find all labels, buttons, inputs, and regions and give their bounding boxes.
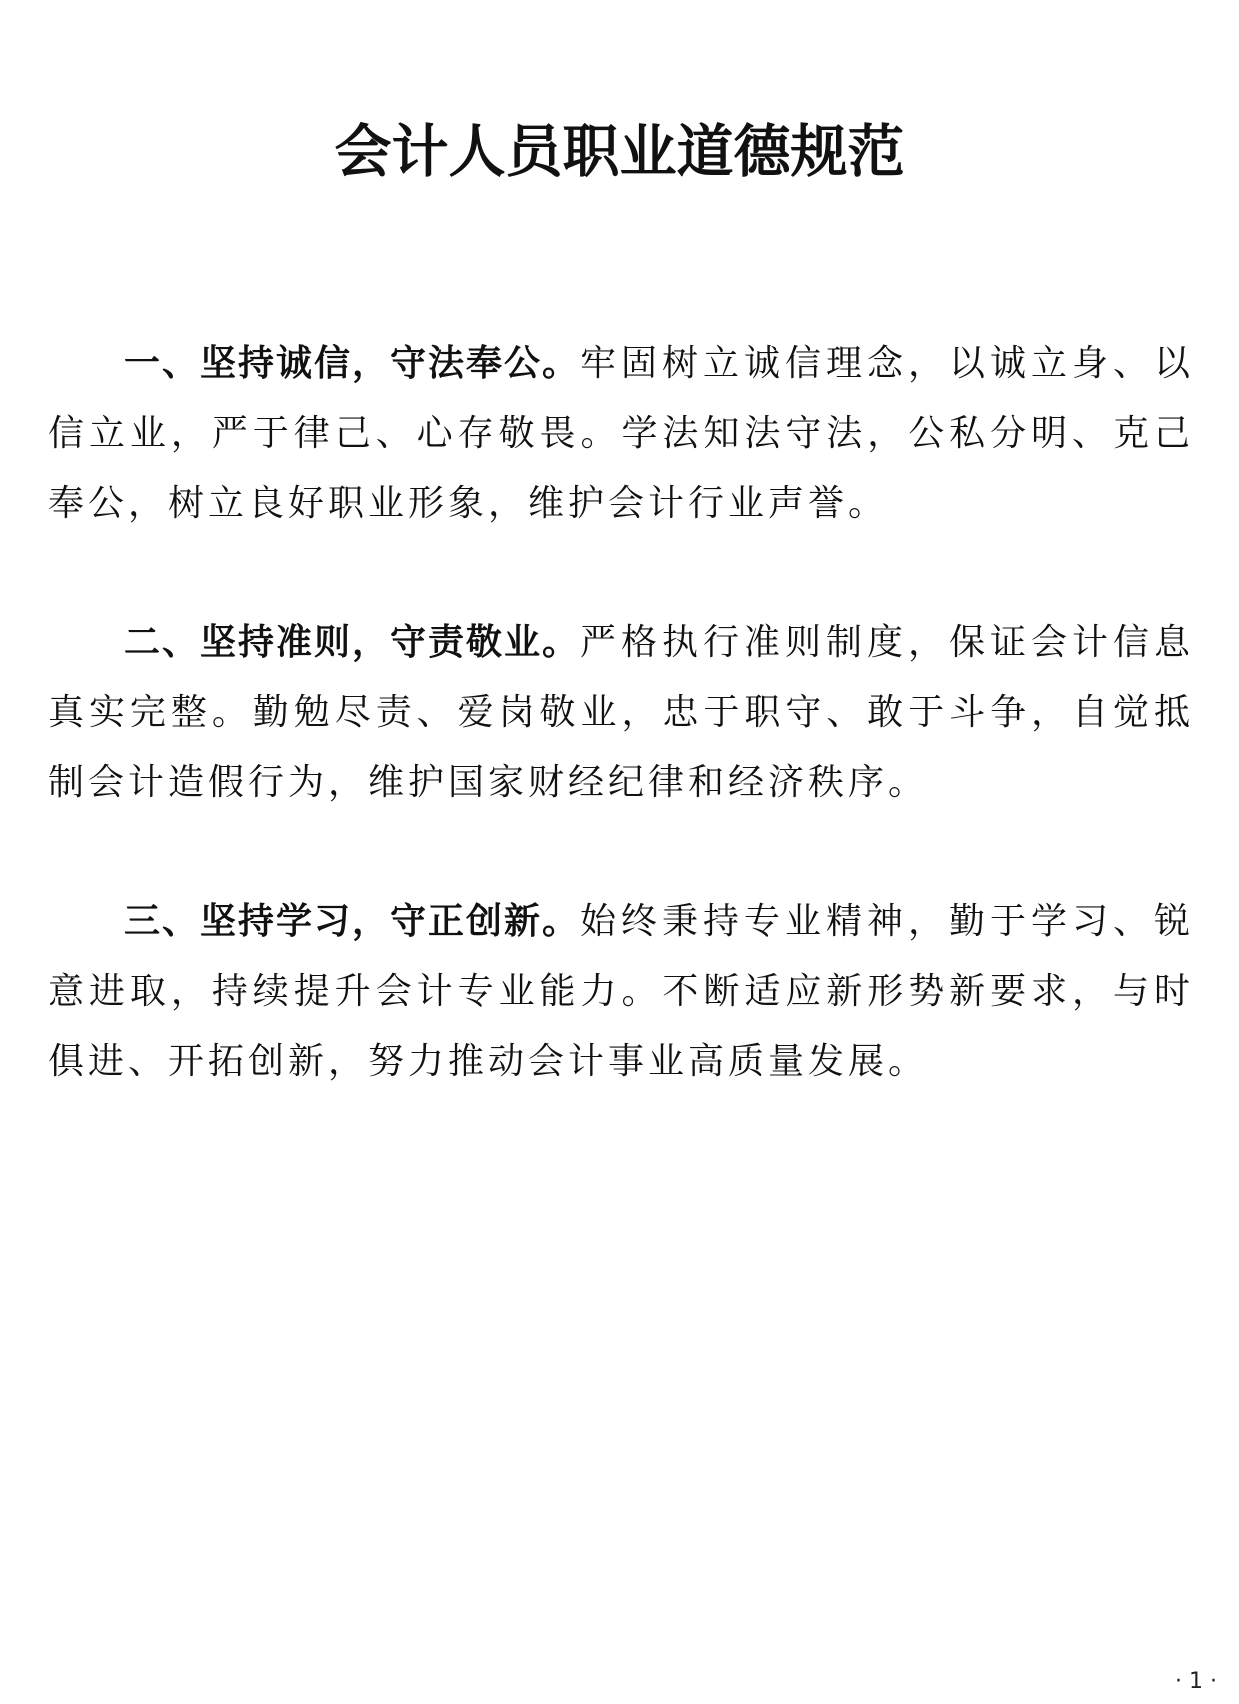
principle-heading: 三、坚持学习，守正创新。	[124, 901, 580, 942]
principle-body: 牢固树立诚信理念，以诚立身、以信立业，严于律己、心存敬畏。学法知法守法，公私分明、克己奉公，树立良好职业形象，维护会计行业声誉。	[48, 343, 1194, 524]
principle-section-integrity	[48, 329, 1194, 539]
principle-body: 始终秉持专业精神，勤于学习、锐意进取，持续提升会计专业能力。不断适应新形势新要求，与时俱进、开拓创新，努力推动会计事业高质量发展。	[48, 901, 1194, 1082]
principle-section-standards	[48, 608, 1194, 818]
page-number: · 1 ·	[1175, 1669, 1217, 1694]
principle-heading: 二、坚持准则，守责敬业。	[124, 622, 580, 663]
principle-heading: 一、坚持诚信，守法奉公。	[124, 343, 580, 384]
principle-section-learning	[48, 887, 1194, 1097]
principle-body: 严格执行准则制度，保证会计信息真实完整。勤勉尽责、爱岗敬业，忠于职守、敢于斗争，自觉抵制会计造假行为，维护国家财经纪律和经济秩序。	[48, 622, 1194, 803]
document-title: 会计人员职业道德规范	[334, 118, 905, 185]
